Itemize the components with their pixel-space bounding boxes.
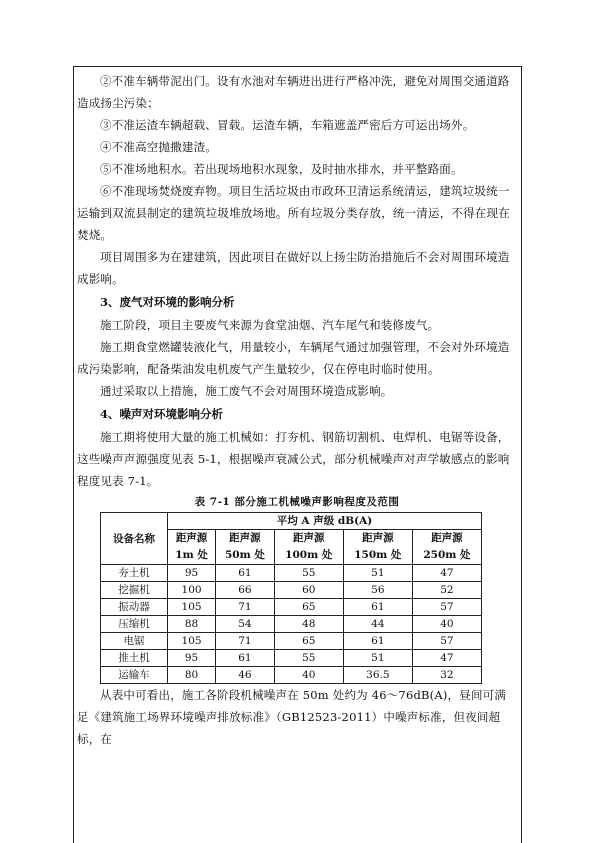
cell-equipment: 挖掘机 — [101, 582, 168, 599]
cell-value: 47 — [412, 565, 481, 582]
cell-value: 105 — [168, 633, 216, 650]
table-row — [101, 633, 482, 650]
table-row — [101, 565, 482, 582]
cell-value: 71 — [216, 633, 275, 650]
paragraph-exhaust-2: 施工期食堂燃罐装液化气，用量较小，车辆尾气通过加强管理，不会对外环境造成污染影响，配备柴油发电机废气产生量较少，仅在停电时临时使用。 — [77, 340, 510, 376]
cell-value: 61 — [216, 650, 275, 667]
cell-value: 56 — [343, 582, 412, 599]
table-caption: 表 7-1 部分施工机械噪声影响程度及范围 — [194, 496, 400, 508]
cell-value: 65 — [274, 633, 343, 650]
cell-value: 100 — [168, 582, 216, 599]
paragraph-dust-4: ④不准高空抛撒建渣。 — [100, 140, 217, 154]
header-distance-150m: 距声源 150m 处 — [343, 530, 412, 565]
cell-equipment: 运输车 — [101, 667, 168, 684]
section-heading-exhaust: 3、废气对环境的影响分析 — [100, 295, 235, 309]
cell-value: 47 — [412, 650, 481, 667]
cell-value: 105 — [168, 599, 216, 616]
header-distance-50m: 距声源 50m 处 — [216, 530, 275, 565]
header-distance-250m: 距声源 250m 处 — [412, 530, 481, 565]
cell-value: 36.5 — [343, 667, 412, 684]
paragraph-noise-conclusion: 从表中可看出，施工各阶段机械噪声在 50m 处约为 46～76dB(A)，昼间可满足《建筑施工场界环境噪声排放标准》（GB12523-2011）中噪声标准，但夜间超标，在 — [77, 688, 507, 746]
paragraph-dust-2: ②不准车辆带泥出门。设有水池对车辆进出进行严格冲洗，避免对周围交通道路造成扬尘污染； — [77, 74, 510, 110]
cell-value: 57 — [412, 599, 481, 616]
paragraph-dust-3: ③不准运渣车辆超载、冒载。运渣车辆，车箱遮盖严密后方可运出场外。 — [100, 118, 475, 132]
paragraph-exhaust-3: 通过采取以上措施，施工废气不会对周围环境造成影响。 — [100, 384, 393, 398]
document-body — [77, 70, 517, 750]
paragraph-noise-intro: 施工期将使用大量的施工机械如：打夯机、钢筋切割机、电焊机、电锯等设备，这些噪声声源强度见表 5-1，根据噪声衰减公式，部分机械噪声对声学敏感点的影响程度见表 7-1。 — [77, 430, 510, 488]
cell-value: 55 — [274, 650, 343, 667]
cell-value: 95 — [168, 565, 216, 582]
cell-value: 52 — [412, 582, 481, 599]
paragraph-dust-5: ⑤不准场地积水。若出现场地积水现象，及时抽水排水，并平整路面。 — [100, 162, 463, 176]
table-row — [101, 582, 482, 599]
cell-equipment: 电锯 — [101, 633, 168, 650]
cell-value: 80 — [168, 667, 216, 684]
table-row — [101, 616, 482, 633]
cell-value: 61 — [343, 633, 412, 650]
table-row — [101, 599, 482, 616]
cell-value: 57 — [412, 633, 481, 650]
section-heading-noise: 4、噪声对环境影响分析 — [100, 407, 224, 421]
cell-equipment: 推土机 — [101, 650, 168, 667]
cell-value: 66 — [216, 582, 275, 599]
cell-value: 32 — [412, 667, 481, 684]
cell-value: 61 — [343, 599, 412, 616]
header-group: 平均 A 声级 dB(A) — [168, 513, 482, 530]
cell-value: 88 — [168, 616, 216, 633]
cell-value: 46 — [216, 667, 275, 684]
cell-value: 40 — [412, 616, 481, 633]
cell-value: 54 — [216, 616, 275, 633]
paragraph-exhaust-1: 施工阶段，项目主要废气来源为食堂油烟、汽车尾气和装修废气。 — [100, 318, 440, 332]
cell-value: 61 — [216, 565, 275, 582]
cell-value: 40 — [274, 667, 343, 684]
cell-value: 60 — [274, 582, 343, 599]
cell-equipment: 压缩机 — [101, 616, 168, 633]
paragraph-dust-summary: 项目周围多为在建建筑，因此项目在做好以上扬尘防治措施后不会对周围环境造成影响。 — [77, 250, 510, 286]
paragraph-dust-6: ⑥不准现场焚烧废弃物。项目生活垃圾由市政环卫清运系统清运，建筑垃圾统一运输到双流县制定的建筑垃圾堆放场地。所有垃圾分类存放，统一清运，不得在现在焚烧。 — [77, 184, 510, 242]
cell-equipment: 振动器 — [101, 599, 168, 616]
cell-value: 65 — [274, 599, 343, 616]
header-equipment: 设备名称 — [101, 513, 168, 565]
noise-table — [100, 512, 482, 684]
cell-value: 95 — [168, 650, 216, 667]
cell-value: 51 — [343, 650, 412, 667]
cell-value: 48 — [274, 616, 343, 633]
cell-value: 44 — [343, 616, 412, 633]
table-header-row — [101, 513, 482, 530]
cell-value: 55 — [274, 565, 343, 582]
cell-value: 51 — [343, 565, 412, 582]
header-distance-100m: 距声源 100m 处 — [274, 530, 343, 565]
cell-value: 71 — [216, 599, 275, 616]
table-row — [101, 650, 482, 667]
table-row — [101, 667, 482, 684]
header-distance-1m: 距声源 1m 处 — [168, 530, 216, 565]
cell-equipment: 夯土机 — [101, 565, 168, 582]
